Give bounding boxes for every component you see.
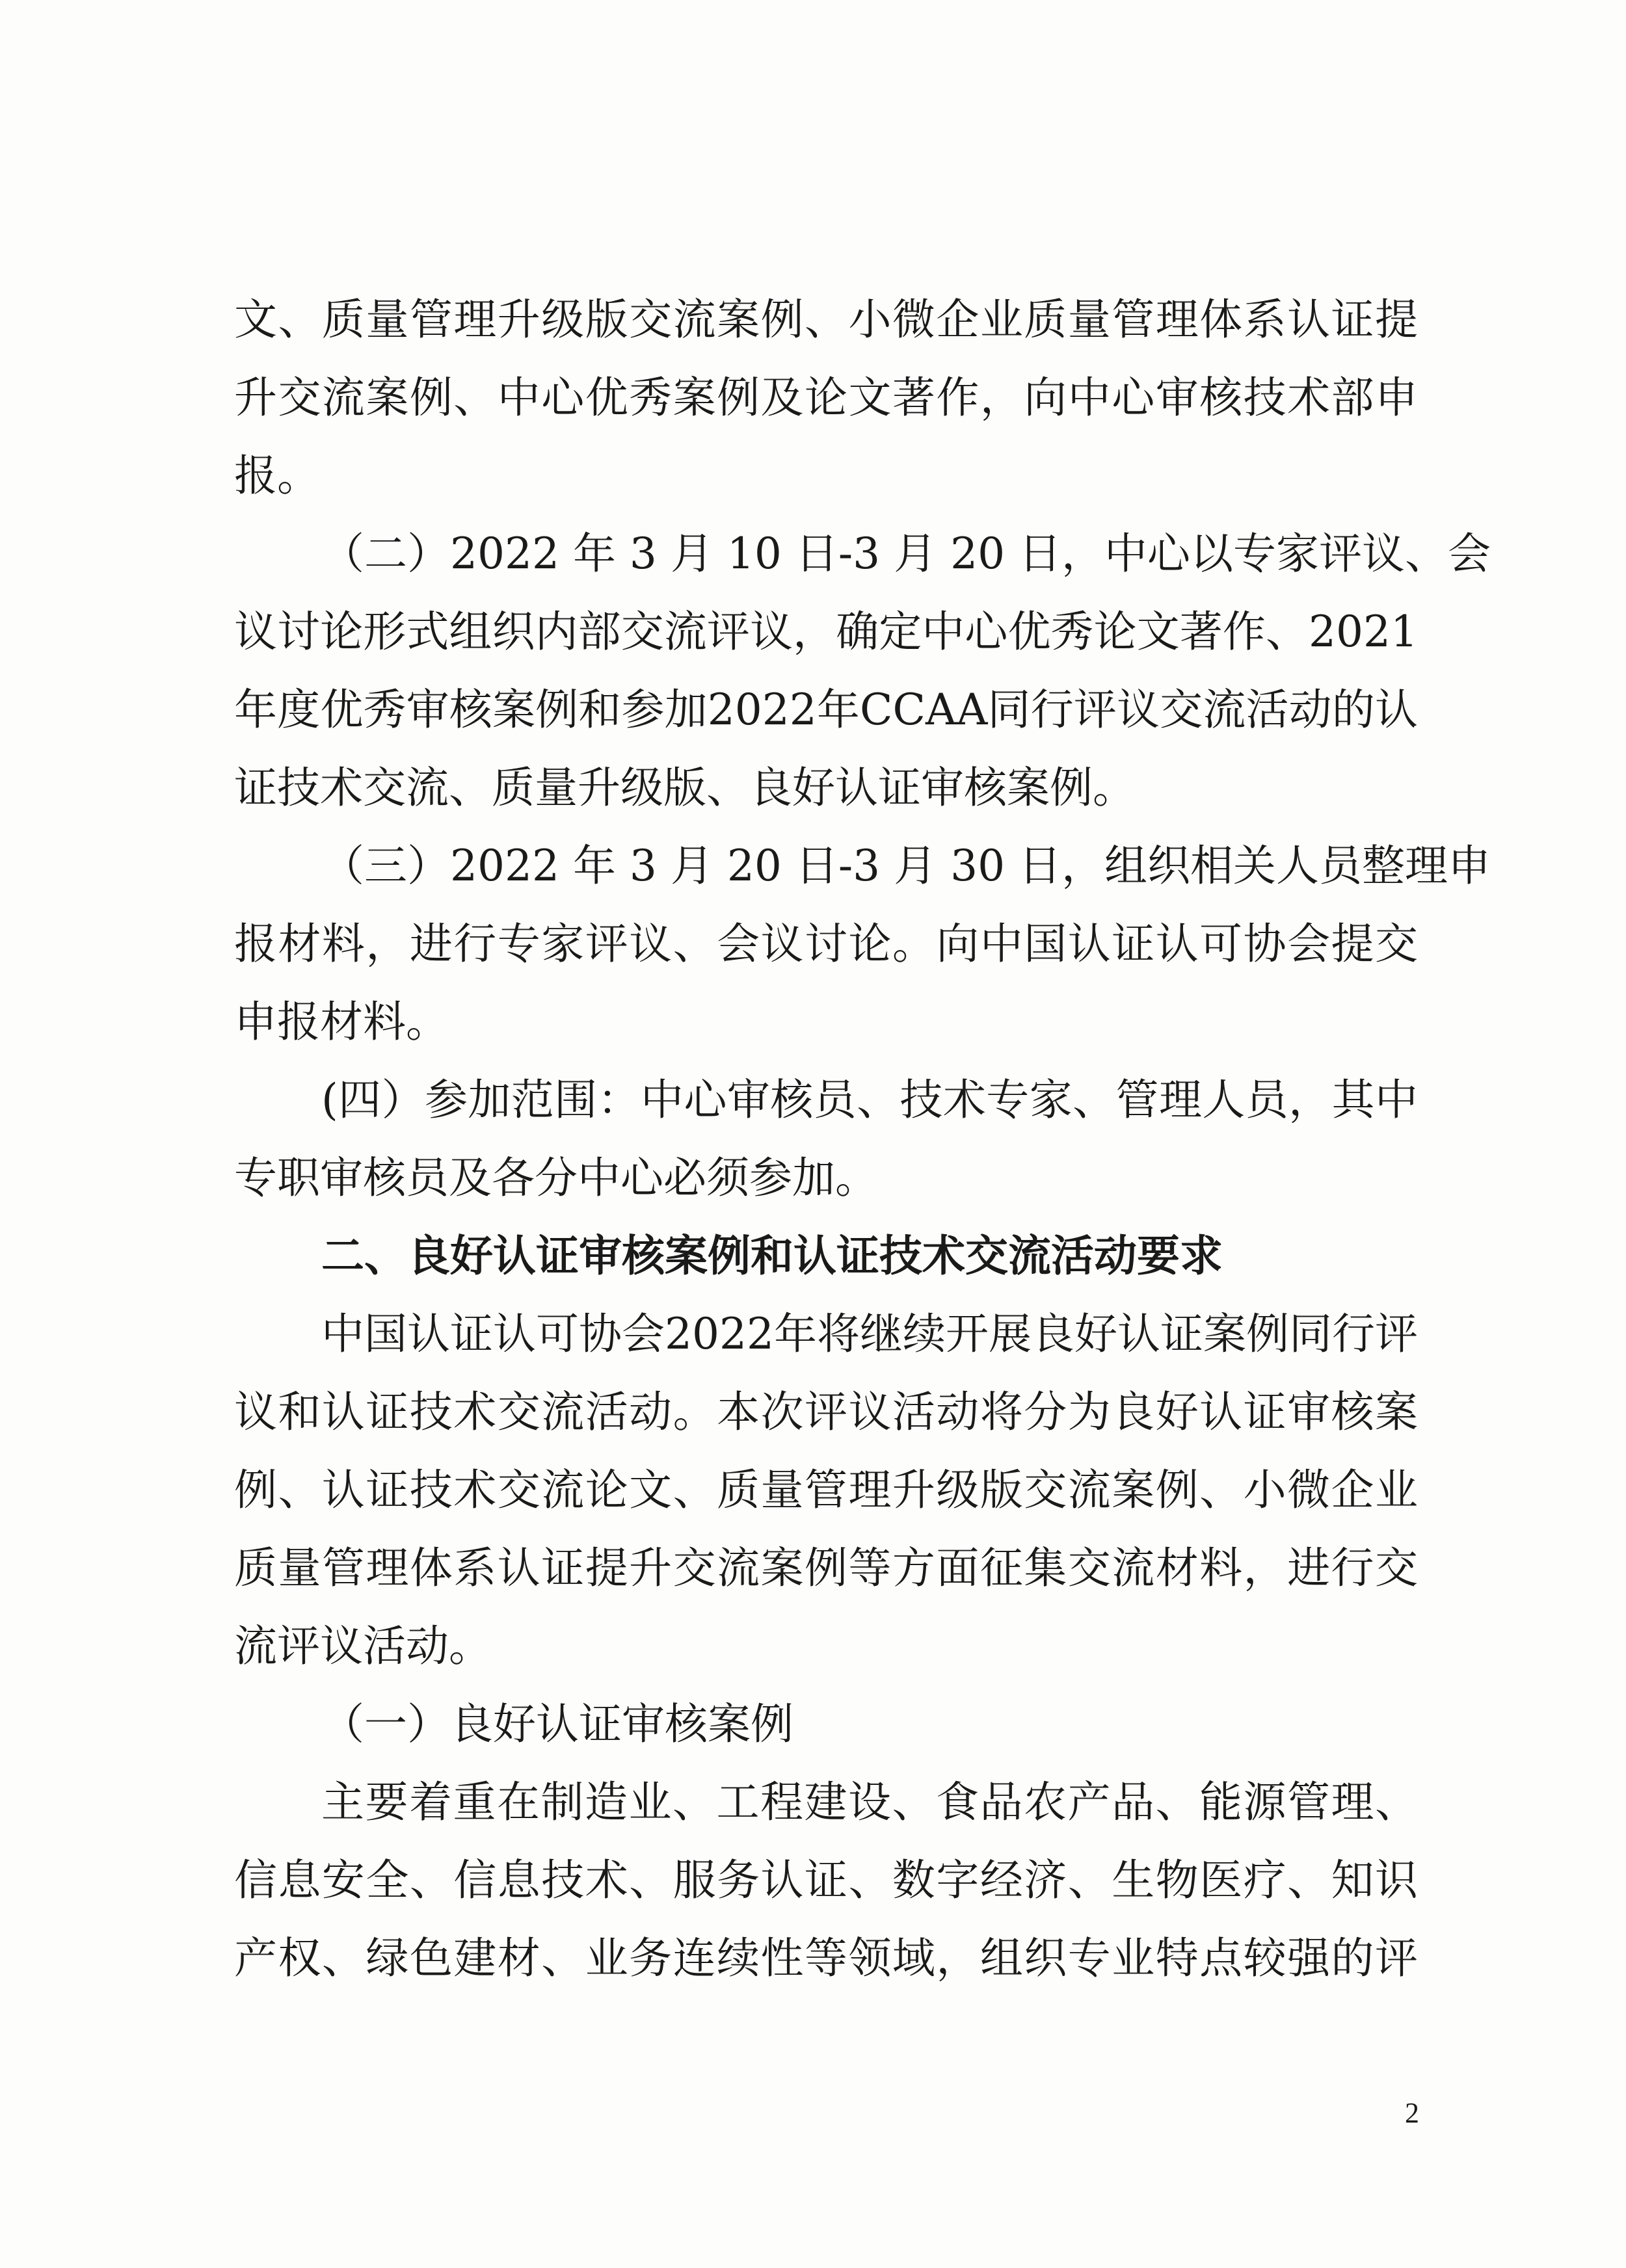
body-text-line: 信息安全、信息技术、服务认证、数字经济、生物医疗、知识: [234, 1855, 1418, 1905]
body-text-line: 产权、绿色建材、业务连续性等领域，组织专业特点较强的评: [234, 1933, 1418, 1983]
body-text-line: 流评议活动。: [234, 1621, 492, 1671]
body-text-line: 例、认证技术交流论文、质量管理升级版交流案例、小微企业: [234, 1465, 1418, 1515]
body-text-line: 主要着重在制造业、工程建设、食品农产品、能源管理、: [321, 1777, 1418, 1827]
body-text-line: 申报材料。: [234, 997, 449, 1047]
body-text-line: （三）2022 年 3 月 20 日-3 月 30 日，组织相关人员整理申: [321, 841, 1491, 891]
body-text-line: 证技术交流、质量升级版、良好认证审核案例。: [234, 763, 1136, 813]
body-text-line: 议和认证技术交流活动。本次评议活动将分为良好认证审核案: [234, 1387, 1418, 1437]
subsection-heading: （一）良好认证审核案例: [321, 1699, 793, 1749]
section-heading: 二、良好认证审核案例和认证技术交流活动要求: [321, 1231, 1223, 1281]
body-text-line: 议讨论形式组织内部交流评议，确定中心优秀论文著作、2021: [234, 607, 1418, 657]
body-text-line: 质量管理体系认证提升交流案例等方面征集交流材料，进行交: [234, 1543, 1418, 1593]
body-text-line: 升交流案例、中心优秀案例及论文著作，向中心审核技术部申: [234, 373, 1418, 423]
body-text-line: 中国认证认可协会2022年将继续开展良好认证案例同行评: [321, 1309, 1418, 1359]
body-text-line: 年度优秀审核案例和参加2022年CCAA同行评议交流活动的认: [234, 685, 1418, 735]
body-text-line: （二）2022 年 3 月 10 日-3 月 20 日，中心以专家评议、会: [321, 529, 1491, 579]
body-text-line: 报材料，进行专家评议、会议讨论。向中国认证认可协会提交: [234, 919, 1418, 969]
page-number: 2: [1405, 2097, 1419, 2129]
body-text-line: 报。: [234, 451, 320, 501]
body-text-line: 专职审核员及各分中心必须参加。: [234, 1153, 878, 1203]
body-text-line: 文、质量管理升级版交流案例、小微企业质量管理体系认证提: [234, 295, 1418, 345]
body-text-line: (四）参加范围：中心审核员、技术专家、管理人员，其中: [321, 1075, 1418, 1125]
